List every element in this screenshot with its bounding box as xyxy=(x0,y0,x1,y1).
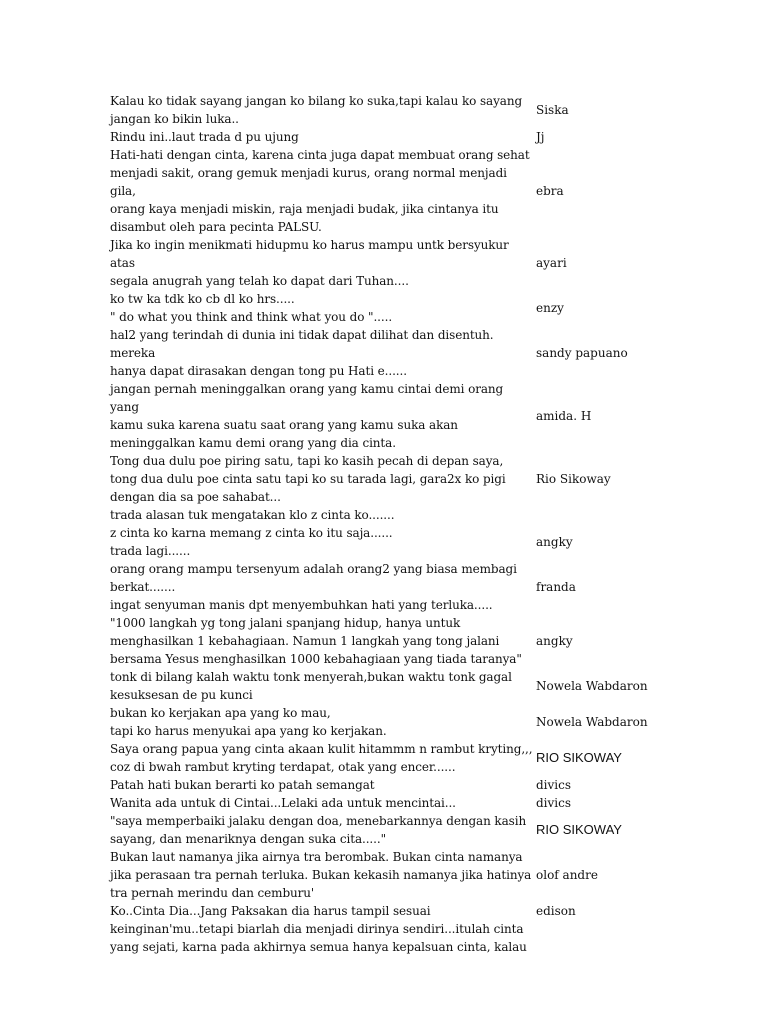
quote-text: orang orang mampu tersenyum adalah orang2 yang biasa membagi berkat....... ingat senyuman manis dpt menyembuhkan hati yang terluka..... xyxy=(110,562,517,612)
quote-text: z cinta ko karna memang z cinta ko itu saja...... trada lagi...... xyxy=(110,526,393,558)
table-row xyxy=(110,848,670,902)
author-name: Nowela Wabdaron xyxy=(536,715,648,729)
author-name: RIO SIKOWAY xyxy=(536,822,622,837)
quote-table xyxy=(110,92,670,956)
table-row xyxy=(110,794,670,812)
table-row xyxy=(110,128,670,146)
table-row xyxy=(110,812,670,848)
author-name: Nowela Wabdaron xyxy=(536,679,648,693)
author-name: angky xyxy=(536,634,573,648)
quote-text: hal2 yang terindah di dunia ini tidak dapat dilihat dan disentuh. mereka hanya dapat dirasakan dengan tong pu Hati e...... xyxy=(110,328,494,378)
author-name: Rio Sikoway xyxy=(536,472,611,486)
table-row xyxy=(110,902,670,956)
author-name: sandy papuano xyxy=(536,346,628,360)
quote-text: Saya orang papua yang cinta akaan kulit hitammm n rambut kryting,,, coz di bwah rambut kryting terdapat, otak yang encer...... xyxy=(110,742,533,774)
quote-text: Bukan laut namanya jika airnya tra berombak. Bukan cinta namanya jika perasaan tra pernah terluka. Bukan kekasih namanya jika hatinya tra pernah merindu dan cemburu' xyxy=(110,850,532,900)
author-name: franda xyxy=(536,580,576,594)
author-name: Siska xyxy=(536,103,569,117)
author-name: amida. H xyxy=(536,409,592,423)
table-row xyxy=(110,290,670,326)
table-row xyxy=(110,614,670,668)
quote-text: bukan ko kerjakan apa yang ko mau, tapi ko harus menyukai apa yang ko kerjakan. xyxy=(110,706,387,738)
author-name: ayari xyxy=(536,256,567,270)
quote-text: Patah hati bukan berarti ko patah semangat xyxy=(110,778,375,792)
quote-text: Ko..Cinta Dia...Jang Paksakan dia harus tampil sesuai keinginan'mu..tetapi biarlah dia menjadi dirinya sendiri...itulah cinta yang sejati, karna pada akhirnya semua hanya kepalsuan cinta, kalau xyxy=(110,904,527,954)
author-name: divics xyxy=(536,778,572,792)
author-name: RIO SIKOWAY xyxy=(536,750,622,765)
table-row xyxy=(110,236,670,290)
quote-text: jangan pernah meninggalkan orang yang kamu cintai demi orang yang kamu suka karena suatu saat orang yang kamu suka akan meninggalkan kamu demi orang yang dia cinta. xyxy=(110,382,504,450)
quote-text: "saya memperbaiki jalaku dengan doa, menebarkannya dengan kasih sayang, dan menariknya dengan suka cita....." xyxy=(110,814,527,846)
author-name: angky xyxy=(536,535,573,549)
quote-text: Jika ko ingin menikmati hidupmu ko harus mampu untk bersyukur atas segala anugrah yang telah ko dapat dari Tuhan.... xyxy=(110,238,509,288)
quote-text: Tong dua dulu poe piring satu, tapi ko kasih pecah di depan saya, tong dua dulu poe cinta satu tapi ko su tarada lagi, gara2x ko pigi dengan dia sa poe sahabat... xyxy=(110,454,506,504)
quote-text: ko tw ka tdk ko cb dl ko hrs..... " do what you think and think what you do "..... xyxy=(110,292,393,324)
author-name: divics xyxy=(536,796,572,810)
table-row xyxy=(110,380,670,452)
author-name: edison xyxy=(536,904,576,918)
table-row xyxy=(110,146,670,236)
table-row xyxy=(110,560,670,614)
quote-text: "1000 langkah yg tong jalani spanjang hidup, hanya untuk menghasilkan 1 kebahagiaan. Namun 1 langkah yang tong jalani bersama Yesus menghasilkan 1000 kebahagiaan yang tiada taranya" xyxy=(110,616,522,666)
table-row xyxy=(110,92,670,128)
author-name: olof andre xyxy=(536,868,598,882)
table-row xyxy=(110,506,670,524)
table-row xyxy=(110,326,670,380)
table-row xyxy=(110,776,670,794)
author-name: ebra xyxy=(536,184,564,198)
quote-text: tonk di bilang kalah waktu tonk menyerah,bukan waktu tonk gagal kesuksesan de pu kunci xyxy=(110,670,512,702)
table-row xyxy=(110,740,670,776)
quote-text: Rindu ini..laut trada d pu ujung xyxy=(110,130,299,144)
quote-text: Hati-hati dengan cinta, karena cinta juga dapat membuat orang sehat menjadi sakit, orang gemuk menjadi kurus, orang normal menjadi gila, orang kaya menjadi miskin, raja menjadi budak, jika cintanya itu disambut oleh para pecinta PALSU. xyxy=(110,148,530,234)
author-name: Jj xyxy=(536,130,545,144)
table-row xyxy=(110,668,670,704)
table-row xyxy=(110,704,670,740)
table-row xyxy=(110,452,670,506)
quote-text: Kalau ko tidak sayang jangan ko bilang ko suka,tapi kalau ko sayang jangan ko bikin luka.. xyxy=(110,94,523,126)
author-name: enzy xyxy=(536,301,564,315)
quote-text: trada alasan tuk mengatakan klo z cinta ko....... xyxy=(110,508,395,522)
quote-text: Wanita ada untuk di Cintai...Lelaki ada untuk mencintai... xyxy=(110,796,456,810)
table-row xyxy=(110,524,670,560)
